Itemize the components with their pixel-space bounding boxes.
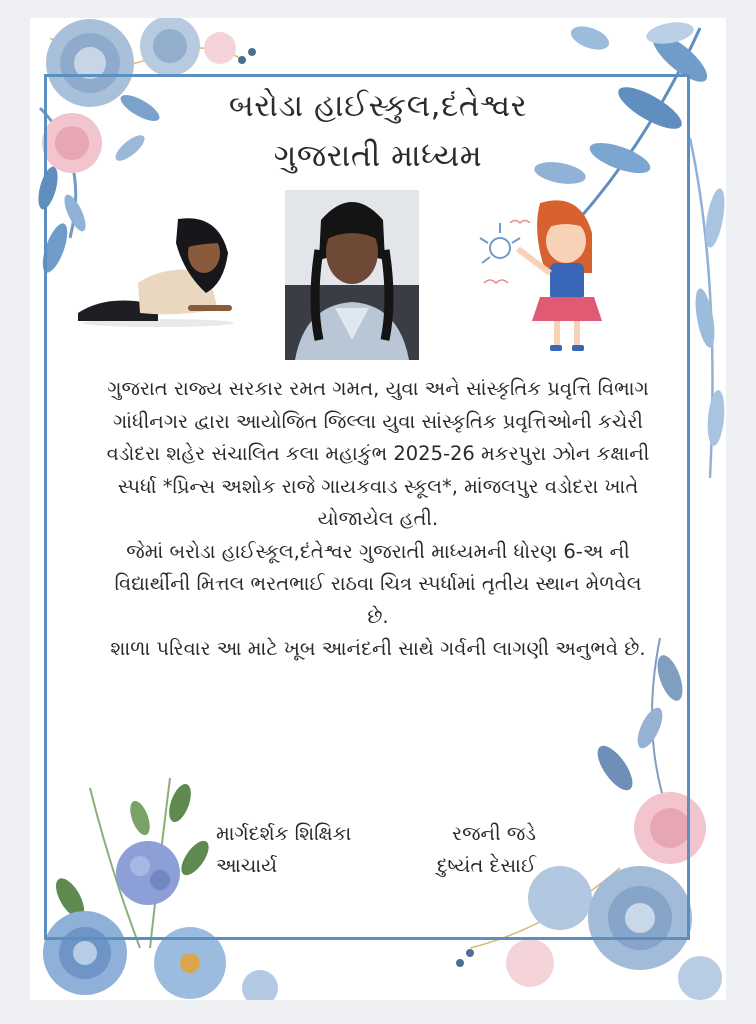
certificate-card: [30, 18, 726, 1000]
girl-painting-illustration: [470, 193, 610, 353]
signature-row-guide-teacher: [216, 818, 536, 850]
school-name-title: બરોડા હાઈસ્કુલ,દંતેશ્વર: [228, 88, 528, 124]
signature-name: દુષ્યંત દેસાઈ: [436, 854, 536, 877]
student-photo: [285, 190, 419, 360]
girl-drawing-illustration: [78, 213, 238, 333]
announcement-body: [102, 373, 654, 666]
signature-role: આચાર્ય: [216, 854, 278, 877]
signature-row-principal: [216, 850, 536, 882]
announcement-paragraph-2: જેમાં બરોડા હાઈસ્કૂલ,દંતેશ્વર ગુજરાતી માધ્યમની ધોરણ 6-અ ની વિદ્યાર્થીની મિત્તલ ભરતભાઈ રાઠવા ચિત્ર સ્પર્ધામાં તૃતીય સ્થાન મેળવેલ છે.: [114, 539, 642, 628]
signature-role: માર્ગદર્શક શિક્ષિકા: [216, 822, 352, 845]
medium-title: ગુજરાતી માધ્યમ: [273, 138, 483, 174]
signature-name: રજની જડે: [452, 822, 536, 845]
announcement-paragraph-1: ગુજરાત રાજ્ય સરકાર રમત ગમત, યુવા અને સાંસ્કૃતિક પ્રવૃત્તિ વિભાગ ગાંધીનગર દ્વારા આયોજિત જિલ્લા યુવા સાંસ્કૃતિક પ્રવૃત્તિઓની કચેરી વડોદરા શહેર સંચાલિત કલા મહાકુંભ 2025-26 મકરપુરા ઝોન કક્ષાની સ્પર્ધા *પ્રિન્સ અશોક રાજે ગાયકવાડ સ્કૂલ*, માંજલપુર વડોદરા ખાતે યોજાયેલ હતી.: [106, 377, 650, 530]
student-portrait-image: [285, 190, 419, 360]
announcement-paragraph-3: શાળા પરિવાર આ માટે ખૂબ આનંદની સાથે ગર્વની લાગણી અનુભવે છે.: [110, 637, 646, 660]
signature-block: [216, 818, 536, 882]
